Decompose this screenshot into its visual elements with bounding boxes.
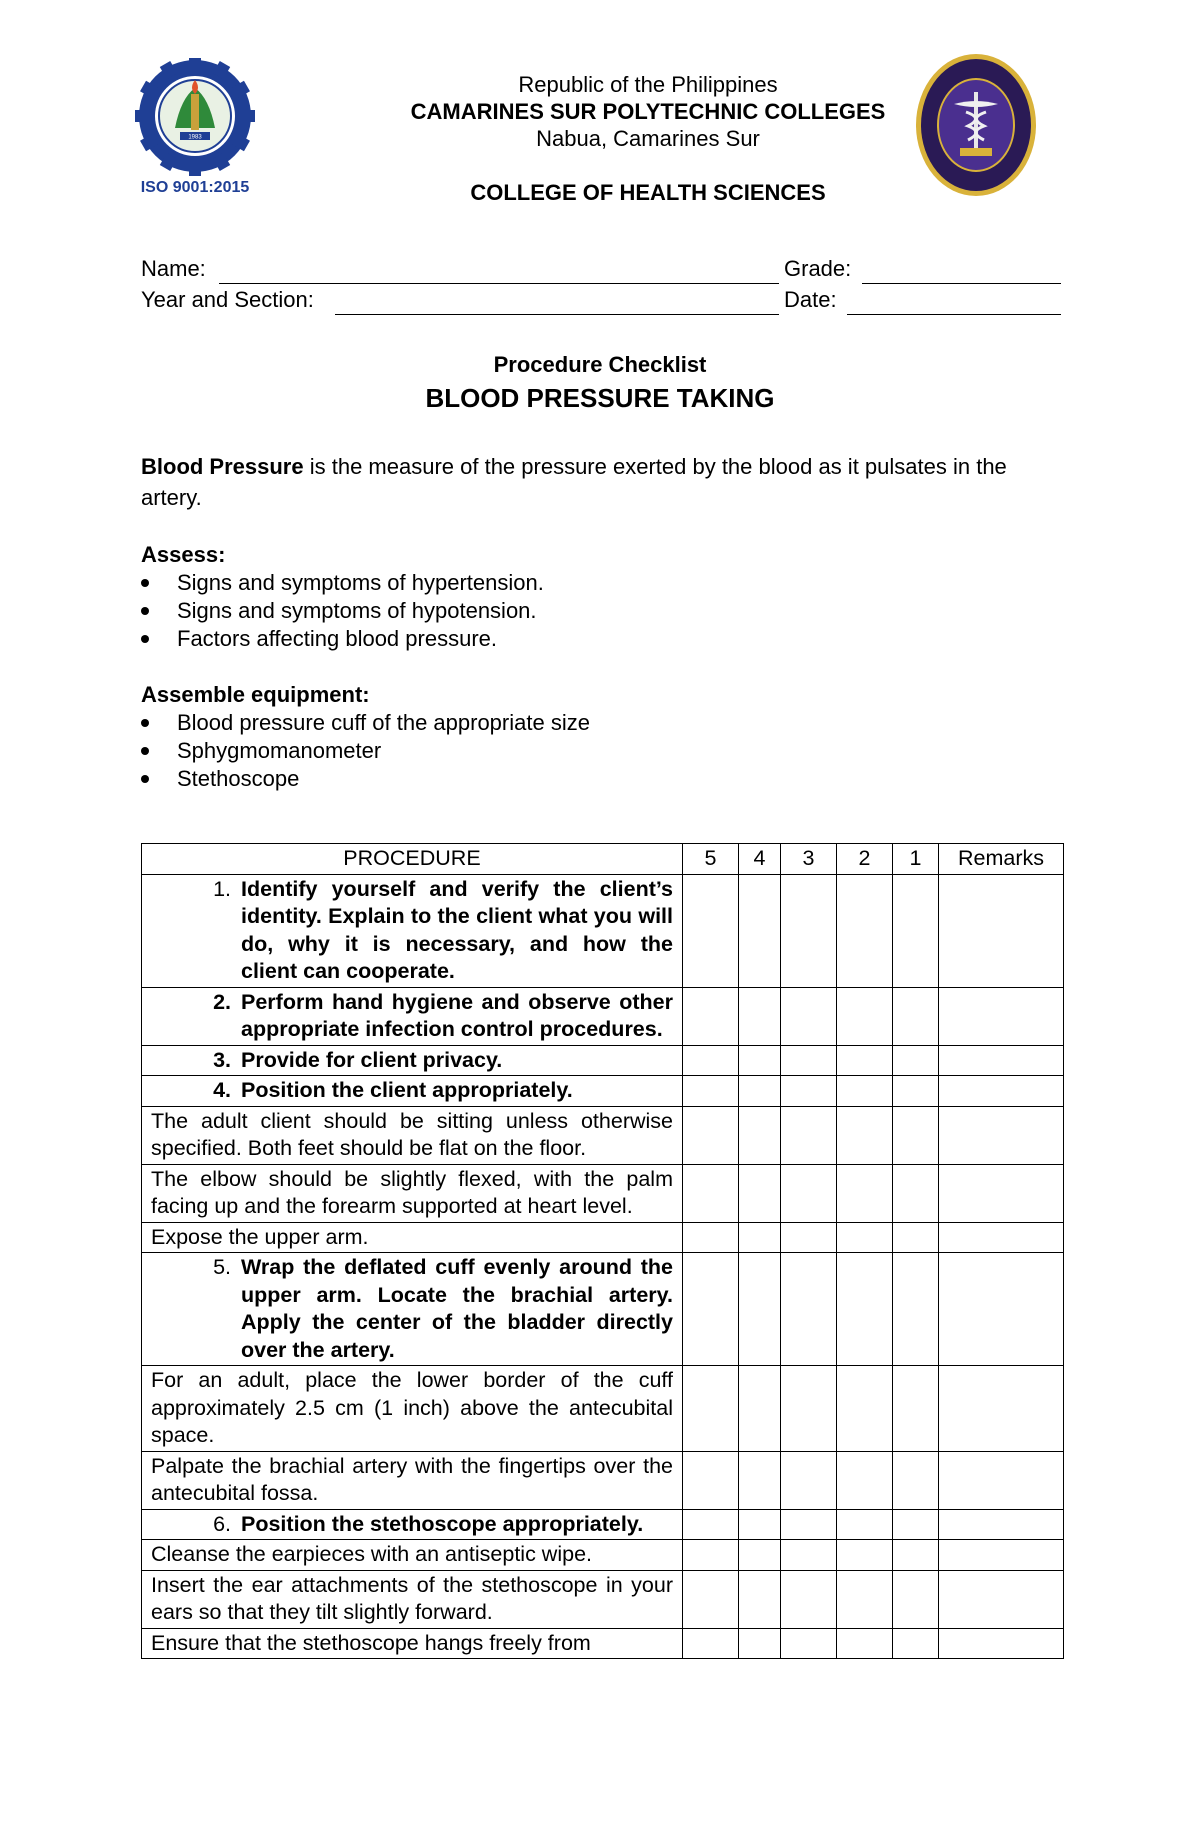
header-score-4: 4 xyxy=(739,844,781,875)
year-date-row xyxy=(141,287,1061,317)
table-row xyxy=(142,1045,1064,1076)
score-3-cell[interactable] xyxy=(781,1570,837,1628)
remarks-cell[interactable] xyxy=(939,1509,1064,1540)
step-number: 3. xyxy=(213,1047,231,1072)
score-3-cell[interactable] xyxy=(781,1045,837,1076)
score-4-cell[interactable] xyxy=(739,1451,781,1509)
score-4-cell[interactable] xyxy=(739,1628,781,1659)
score-3-cell[interactable] xyxy=(781,1540,837,1571)
score-5-cell[interactable] xyxy=(683,987,739,1045)
table-row xyxy=(142,874,1064,987)
step-number: 1. xyxy=(213,876,231,901)
score-5-cell[interactable] xyxy=(683,1451,739,1509)
procedure-substep-cell: Ensure that the stethoscope hangs freely from xyxy=(142,1628,683,1659)
procedure-substep-cell: Palpate the brachial artery with the fingertips over the antecubital fossa. xyxy=(142,1451,683,1509)
score-5-cell[interactable] xyxy=(683,1366,739,1452)
step-text: Position the stethoscope appropriately. xyxy=(241,1511,644,1536)
procedure-step-cell xyxy=(142,1045,683,1076)
score-5-cell[interactable] xyxy=(683,1076,739,1107)
table-row xyxy=(142,1451,1064,1509)
assess-heading: Assess: xyxy=(141,542,226,567)
year-section-label: Year and Section: xyxy=(141,287,314,312)
header-score-5: 5 xyxy=(683,844,739,875)
step-text: Provide for client privacy. xyxy=(241,1047,503,1072)
score-4-cell[interactable] xyxy=(739,1045,781,1076)
procedure-substep-cell: Insert the ear attachments of the stethoscope in your ears so that they tilt slightly forward. xyxy=(142,1570,683,1628)
table-row xyxy=(142,987,1064,1045)
date-blank[interactable] xyxy=(847,314,1061,315)
procedure-substep-cell: Cleanse the earpieces with an antiseptic wipe. xyxy=(142,1540,683,1571)
step-text: Identify yourself and verify the client’s identity. Explain to the client what you will do, why it is necessary, and how the client can cooperate. xyxy=(241,876,673,983)
score-4-cell[interactable] xyxy=(739,1076,781,1107)
procedure-step-cell xyxy=(142,1253,683,1366)
score-1-cell[interactable] xyxy=(893,1222,939,1253)
remarks-cell[interactable] xyxy=(939,1045,1064,1076)
score-5-cell[interactable] xyxy=(683,1106,739,1164)
score-4-cell[interactable] xyxy=(739,1509,781,1540)
score-2-cell[interactable] xyxy=(837,1570,893,1628)
step-number: 4. xyxy=(213,1078,231,1102)
grade-blank[interactable] xyxy=(862,283,1061,284)
remarks-cell[interactable] xyxy=(939,1570,1064,1628)
date-label: Date: xyxy=(784,287,837,312)
definition-text: is the measure of the pressure exerted by the blood as it pulsates in the artery. xyxy=(141,454,1007,510)
equipment-item: Blood pressure cuff of the appropriate size xyxy=(141,709,1061,737)
table-row xyxy=(142,1628,1064,1659)
assess-item: Factors affecting blood pressure. xyxy=(141,625,1061,653)
equipment-item: Stethoscope xyxy=(141,765,1061,793)
name-label: Name: xyxy=(141,256,206,281)
step-text: Position the client appropriately. xyxy=(241,1078,573,1102)
grade-label: Grade: xyxy=(784,256,852,281)
score-3-cell[interactable] xyxy=(781,1451,837,1509)
table-row xyxy=(142,1106,1064,1164)
procedure-checklist-table xyxy=(141,843,1064,1659)
score-2-cell[interactable] xyxy=(837,1222,893,1253)
score-5-cell[interactable] xyxy=(683,1045,739,1076)
definition-term: Blood Pressure xyxy=(141,454,304,479)
header-score-2: 2 xyxy=(837,844,893,875)
procedure-step-cell xyxy=(142,874,683,987)
header-score-3: 3 xyxy=(781,844,837,875)
table-row xyxy=(142,1222,1064,1253)
score-4-cell[interactable] xyxy=(739,1540,781,1571)
score-3-cell[interactable] xyxy=(781,1106,837,1164)
score-4-cell[interactable] xyxy=(739,874,781,987)
score-2-cell[interactable] xyxy=(837,1451,893,1509)
assess-section xyxy=(141,541,1061,653)
score-3-cell[interactable] xyxy=(781,1366,837,1452)
score-1-cell[interactable] xyxy=(893,1366,939,1452)
score-4-cell[interactable] xyxy=(739,1253,781,1366)
score-2-cell[interactable] xyxy=(837,874,893,987)
score-1-cell[interactable] xyxy=(893,1540,939,1571)
score-4-cell[interactable] xyxy=(739,987,781,1045)
header-procedure: PROCEDURE xyxy=(142,844,683,875)
score-2-cell[interactable] xyxy=(837,1106,893,1164)
score-3-cell[interactable] xyxy=(781,1222,837,1253)
score-4-cell[interactable] xyxy=(739,1222,781,1253)
name-blank[interactable] xyxy=(219,283,779,284)
score-2-cell[interactable] xyxy=(837,1253,893,1366)
procedure-substep-cell: The adult client should be sitting unless otherwise specified. Both feet should be flat on the floor. xyxy=(142,1106,683,1164)
score-3-cell[interactable] xyxy=(781,874,837,987)
procedure-substep-cell: For an adult, place the lower border of the cuff approximately 2.5 cm (1 inch) above the antecubital space. xyxy=(142,1366,683,1452)
step-number: 6. xyxy=(213,1511,231,1536)
score-4-cell[interactable] xyxy=(739,1164,781,1222)
score-5-cell[interactable] xyxy=(683,1570,739,1628)
score-1-cell[interactable] xyxy=(893,987,939,1045)
remarks-cell[interactable] xyxy=(939,874,1064,987)
score-5-cell[interactable] xyxy=(683,1164,739,1222)
remarks-cell[interactable] xyxy=(939,1451,1064,1509)
assess-item: Signs and symptoms of hypertension. xyxy=(141,569,1061,597)
score-5-cell[interactable] xyxy=(683,1509,739,1540)
score-4-cell[interactable] xyxy=(739,1106,781,1164)
score-4-cell[interactable] xyxy=(739,1570,781,1628)
score-1-cell[interactable] xyxy=(893,1509,939,1540)
score-2-cell[interactable] xyxy=(837,1628,893,1659)
assess-item: Signs and symptoms of hypotension. xyxy=(141,597,1061,625)
table-row xyxy=(142,1570,1064,1628)
score-3-cell[interactable] xyxy=(781,1253,837,1366)
step-text: Wrap the deflated cuff evenly around the upper arm. Locate the brachial artery. Apply the center of the bladder directly over the artery. xyxy=(241,1255,673,1362)
score-1-cell[interactable] xyxy=(893,1451,939,1509)
score-2-cell[interactable] xyxy=(837,1366,893,1452)
remarks-cell[interactable] xyxy=(939,1164,1064,1222)
score-2-cell[interactable] xyxy=(837,987,893,1045)
score-5-cell[interactable] xyxy=(683,1540,739,1571)
table-row xyxy=(142,1076,1064,1107)
procedure-step-cell xyxy=(142,1509,683,1540)
step-text: Perform hand hygiene and observe other appropriate infection control procedures. xyxy=(241,989,673,1041)
score-4-cell[interactable] xyxy=(739,1366,781,1452)
remarks-cell[interactable] xyxy=(939,1253,1064,1366)
svg-text:ISO 9001:2015: ISO 9001:2015 xyxy=(140,179,250,196)
equipment-item: Sphygmomanometer xyxy=(141,737,1061,765)
remarks-cell[interactable] xyxy=(939,1222,1064,1253)
svg-text:1983: 1983 xyxy=(188,134,202,141)
score-3-cell[interactable] xyxy=(781,1076,837,1107)
score-1-cell[interactable] xyxy=(893,1628,939,1659)
remarks-cell[interactable] xyxy=(939,1076,1064,1107)
score-1-cell[interactable] xyxy=(893,1164,939,1222)
score-1-cell[interactable] xyxy=(893,1106,939,1164)
score-5-cell[interactable] xyxy=(683,1222,739,1253)
header-score-1: 1 xyxy=(893,844,939,875)
remarks-cell[interactable] xyxy=(939,1366,1064,1452)
remarks-cell[interactable] xyxy=(939,1540,1064,1571)
procedure-step-cell xyxy=(142,1076,683,1107)
score-2-cell[interactable] xyxy=(837,1509,893,1540)
score-3-cell[interactable] xyxy=(781,987,837,1045)
score-2-cell[interactable] xyxy=(837,1540,893,1571)
step-number: 2. xyxy=(213,989,231,1014)
remarks-cell[interactable] xyxy=(939,1628,1064,1659)
definition-paragraph xyxy=(141,451,1061,513)
equipment-heading: Assemble equipment: xyxy=(141,682,370,707)
checklist-title: BLOOD PRESSURE TAKING xyxy=(425,383,775,413)
procedure-substep-cell: Expose the upper arm. xyxy=(142,1222,683,1253)
header-college-name: CAMARINES SUR POLYTECHNIC COLLEGES xyxy=(410,99,886,124)
score-5-cell[interactable] xyxy=(683,1628,739,1659)
year-section-blank[interactable] xyxy=(335,314,779,315)
cspc-seal-logo xyxy=(125,58,265,198)
score-1-cell[interactable] xyxy=(893,1045,939,1076)
table-row xyxy=(142,1164,1064,1222)
table-row xyxy=(142,1253,1064,1366)
score-2-cell[interactable] xyxy=(837,1076,893,1107)
score-1-cell[interactable] xyxy=(893,874,939,987)
remarks-cell[interactable] xyxy=(939,1106,1064,1164)
score-3-cell[interactable] xyxy=(781,1509,837,1540)
header-republic: Republic of the Philippines xyxy=(518,72,778,97)
score-2-cell[interactable] xyxy=(837,1045,893,1076)
table-row xyxy=(142,1366,1064,1452)
score-1-cell[interactable] xyxy=(893,1076,939,1107)
name-grade-row xyxy=(141,256,1061,286)
table-row xyxy=(142,1509,1064,1540)
score-1-cell[interactable] xyxy=(893,1253,939,1366)
header-location: Nabua, Camarines Sur xyxy=(536,126,760,151)
equipment-section xyxy=(141,681,1061,793)
score-2-cell[interactable] xyxy=(837,1164,893,1222)
score-5-cell[interactable] xyxy=(683,1253,739,1366)
score-3-cell[interactable] xyxy=(781,1164,837,1222)
header-department: COLLEGE OF HEALTH SCIENCES xyxy=(470,180,826,205)
procedure-step-cell xyxy=(142,987,683,1045)
procedure-substep-cell: The elbow should be slightly flexed, with the palm facing up and the forearm supported at heart level. xyxy=(142,1164,683,1222)
score-3-cell[interactable] xyxy=(781,1628,837,1659)
table-header-row xyxy=(142,844,1064,875)
remarks-cell[interactable] xyxy=(939,987,1064,1045)
score-1-cell[interactable] xyxy=(893,1570,939,1628)
score-5-cell[interactable] xyxy=(683,874,739,987)
header-remarks: Remarks xyxy=(939,844,1064,875)
table-row xyxy=(142,1540,1064,1571)
checklist-subtitle: Procedure Checklist xyxy=(493,352,707,377)
step-number: 5. xyxy=(213,1255,231,1279)
